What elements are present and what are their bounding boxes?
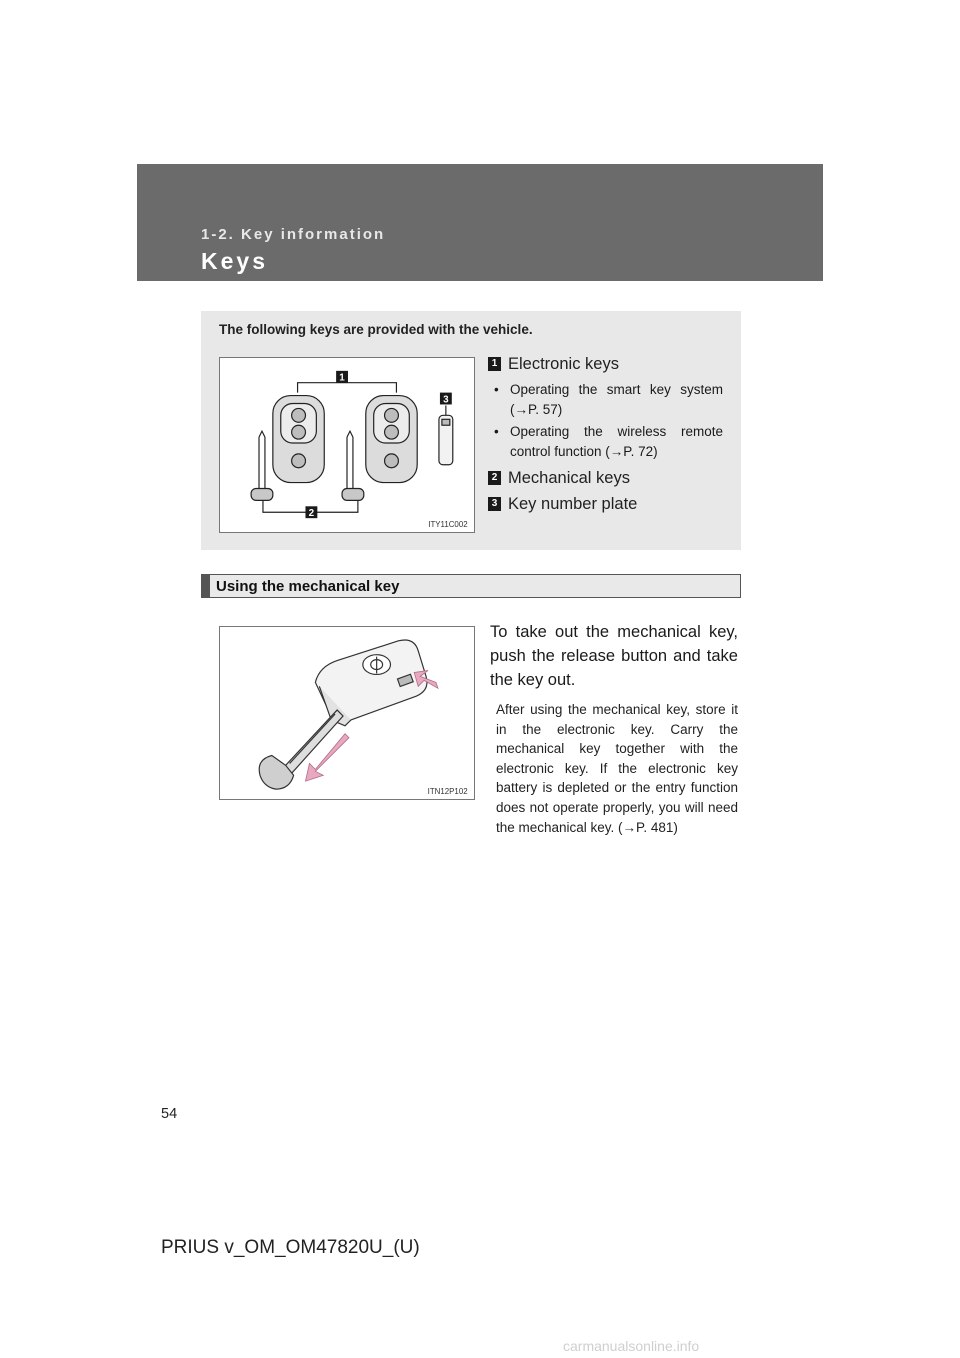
page-title: Keys <box>201 248 268 274</box>
subitem <box>488 380 723 420</box>
bullet-icon: • <box>494 382 499 397</box>
subitem-text: Operating the smart key system (→P. 57) <box>510 382 723 417</box>
callout-1-label: 1 <box>339 372 345 384</box>
item-label: Mechanical keys <box>508 469 630 487</box>
subitem-list <box>488 380 723 462</box>
mechanical-key-drawing <box>220 627 474 799</box>
figure-code: ITN12P102 <box>427 787 468 797</box>
heading-accent <box>202 575 210 597</box>
document-footer: PRIUS v_OM_OM47820U_(U) <box>161 1237 420 1258</box>
keys-illustration <box>219 357 475 533</box>
list-item <box>488 354 723 374</box>
key-list <box>488 354 723 518</box>
callout-2-label: 2 <box>308 508 315 520</box>
intro-text: The following keys are provided with the vehicle. <box>219 322 533 337</box>
item-number-badge: 1 <box>488 357 501 371</box>
chapter-header <box>137 164 823 281</box>
page-number: 54 <box>161 1106 178 1122</box>
section-heading: Using the mechanical key <box>216 578 400 595</box>
intro-box <box>201 311 741 550</box>
subitem-text: Operating the wireless remote control function (→P. 72) <box>510 424 723 459</box>
section-heading-bar <box>201 574 741 598</box>
watermark: carmanualsonline.info <box>563 1338 700 1354</box>
subitem <box>488 422 723 462</box>
callout-3-label: 3 <box>443 394 449 406</box>
section-label: 1-2. Key information <box>201 226 386 243</box>
instruction-text: To take out the mechanical key, push the release button and take the key out. <box>490 623 738 689</box>
mechanical-key-illustration <box>219 626 475 800</box>
item-number-badge: 2 <box>488 471 501 485</box>
item-label: Key number plate <box>508 495 638 513</box>
item-label: Electronic keys <box>508 355 619 373</box>
keys-drawing <box>220 358 474 532</box>
item-number-badge: 3 <box>488 497 501 511</box>
list-item <box>488 468 723 488</box>
bullet-icon: • <box>494 424 499 439</box>
figure-code: ITY11C002 <box>428 520 468 530</box>
note-text: After using the mechanical key, store it in the electronic key. Carry the mechanical key together with the electronic key. If the electronic key battery is depleted or the entry function does not operate properly, you will need the mechanical key. (→P. 481) <box>496 702 738 835</box>
list-item <box>488 494 723 514</box>
